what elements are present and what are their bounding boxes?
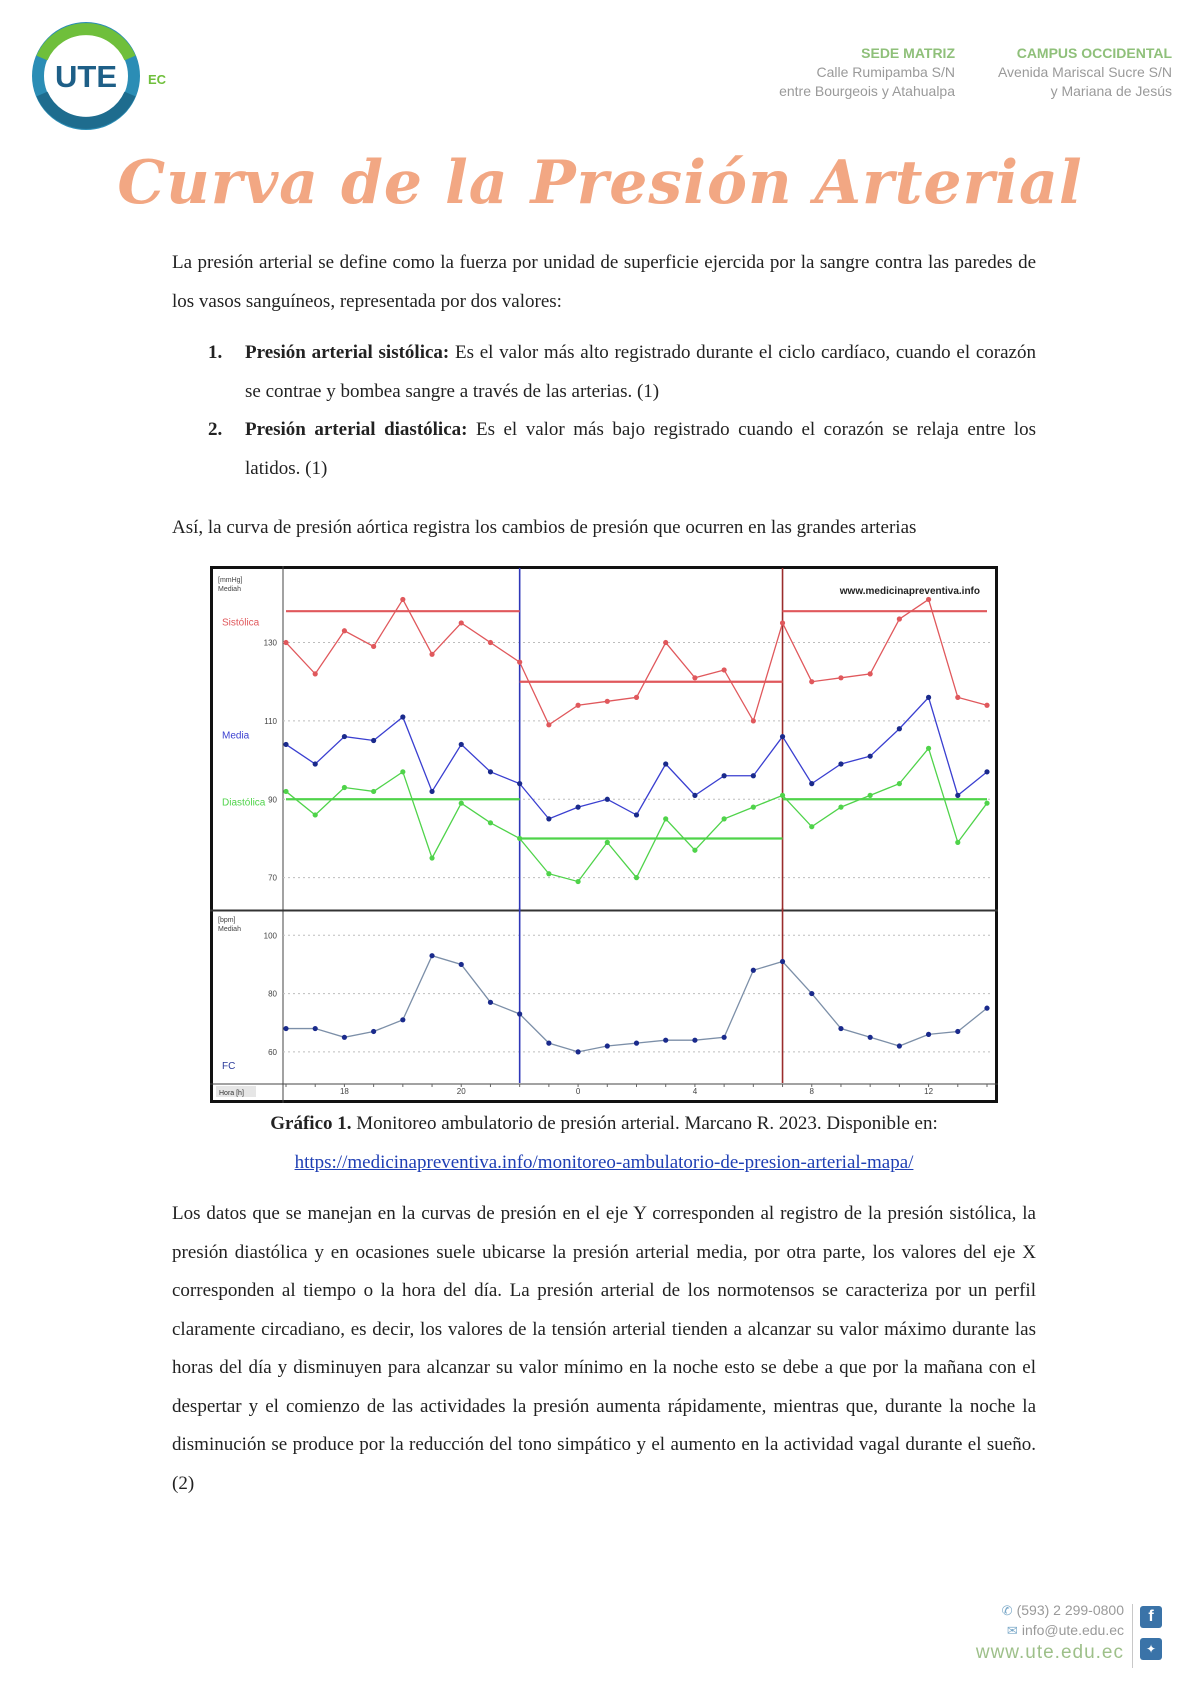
data-point (605, 1043, 610, 1048)
data-point (926, 695, 931, 700)
data-point (313, 1026, 318, 1031)
data-point (517, 660, 522, 665)
address-heading: CAMPUS OCCIDENTAL (1016, 45, 1172, 61)
list-text: Es el valor más bajo registrado cuando el corazón se relaja entre los latidos. (1) (245, 419, 1037, 479)
data-point (313, 761, 318, 766)
series-label: Media (222, 730, 250, 742)
address-line: entre Bourgeois y Atahualpa (779, 83, 955, 99)
data-point (722, 1035, 727, 1040)
list-number: 1. (208, 342, 223, 363)
data-point (955, 1029, 960, 1034)
data-point (955, 695, 960, 700)
data-point (984, 1006, 989, 1011)
data-point (868, 754, 873, 759)
data-point (459, 801, 464, 806)
ambulatory-bp-chart (210, 566, 998, 1103)
y-tick-label: 70 (268, 873, 277, 883)
aortic-curve-paragraph: Así, la curva de presión aórtica registra los cambios de presión que ocurren en las grandes arterias (172, 517, 917, 538)
data-point (663, 1038, 668, 1043)
data-point (371, 789, 376, 794)
data-point (692, 848, 697, 853)
x-axis-label: Hora [h] (219, 1090, 244, 1097)
explanation-paragraph: Los datos que se manejan en la curvas de presión en el eje Y corresponden al registro de la presión sistólica, la presión diastólica y en ocasiones suele ubicarse la presión arterial media, por otra parte, los valores del eje X corresponden al tiempo o la hora del día. La presión arterial de los normotensos se caracteriza por un perfil claramente circadiano, es decir, los valores de la tensión arterial tienden a alcanzar su valor máximo durante las horas del día y disminuyen para alcanzar su valor mínimo en la noche esto se debe a que por la mañana con el despertar y el comienzo de las actividades la presión aumenta rápidamente, mientras que, durante la noche la disminución se produce por la reducción del tono simpático y el aumento en la actividad vagal durante el sueño. (2) (172, 1203, 1036, 1494)
series-label: Sistólica (222, 617, 260, 629)
data-point (722, 816, 727, 821)
data-point (809, 824, 814, 829)
data-point (692, 793, 697, 798)
email-text: info@ute.edu.ec (1021, 1622, 1124, 1638)
data-point (868, 793, 873, 798)
data-point (342, 734, 347, 739)
data-point (575, 805, 580, 810)
data-point (634, 695, 639, 700)
footer-phone (1002, 1602, 1124, 1619)
data-point (575, 879, 580, 884)
data-point (400, 1017, 405, 1022)
data-point (313, 671, 318, 676)
intro-paragraph: La presión arterial se define como la fuerza por unidad de superficie ejercida por la sangre contra las paredes de los vasos sanguíneos, representada por dos valores: (172, 252, 1036, 312)
list-item (172, 334, 1036, 411)
data-point (371, 738, 376, 743)
data-point (897, 726, 902, 731)
data-point (838, 805, 843, 810)
data-point (926, 746, 931, 751)
data-point (517, 1011, 522, 1016)
data-point (897, 781, 902, 786)
list-number: 2. (208, 419, 223, 440)
y-tick-label: 110 (264, 716, 277, 726)
x-tick-label: 20 (456, 1087, 466, 1096)
address-campus-occidental (962, 44, 1172, 101)
data-point (838, 1026, 843, 1031)
data-point (488, 640, 493, 645)
data-point (809, 679, 814, 684)
data-point (459, 962, 464, 967)
data-point (283, 640, 288, 645)
page-title: Curva de la Presión Arterial (117, 148, 1083, 218)
data-point (283, 742, 288, 747)
data-point (546, 1041, 551, 1046)
chart-frame (212, 568, 997, 1102)
y-axis-sublabel: Mediah (218, 926, 241, 933)
data-point (283, 1026, 288, 1031)
data-point (984, 703, 989, 708)
data-point (283, 789, 288, 794)
data-point (897, 1043, 902, 1048)
y-tick-label: 80 (268, 989, 277, 999)
x-tick-label: 8 (809, 1087, 814, 1096)
data-point (459, 742, 464, 747)
data-point (429, 652, 434, 657)
series-label: Diastólica (222, 797, 266, 809)
data-point (692, 1038, 697, 1043)
data-point (780, 959, 785, 964)
watermark-text: www.medicinapreventiva.info (839, 586, 980, 597)
caption-link[interactable]: https://medicinapreventiva.info/monitoreo-ambulatorio-de-presion-arterial-mapa/ (294, 1151, 914, 1173)
data-point (605, 699, 610, 704)
phone-text: (593) 2 299-0800 (1016, 1602, 1124, 1618)
y-axis-sublabel: Mediah (218, 586, 241, 593)
data-point (809, 991, 814, 996)
data-point (780, 734, 785, 739)
data-point (663, 816, 668, 821)
y-tick-label: 60 (268, 1047, 277, 1057)
data-point (400, 769, 405, 774)
definition-list (172, 334, 1036, 488)
data-point (722, 773, 727, 778)
data-point (605, 840, 610, 845)
footer-divider (1132, 1604, 1133, 1668)
x-tick-label: 4 (692, 1087, 698, 1096)
caption-label: Gráfico 1. (270, 1113, 352, 1134)
data-point (371, 644, 376, 649)
data-point (342, 1035, 347, 1040)
footer-contact (960, 1600, 1180, 1680)
data-point (868, 1035, 873, 1040)
email-icon: ✉ (1006, 1623, 1018, 1638)
data-point (634, 812, 639, 817)
data-point (926, 1032, 931, 1037)
data-point (546, 816, 551, 821)
data-point (984, 801, 989, 806)
data-point (955, 793, 960, 798)
logo-text: UTE (55, 59, 117, 94)
data-point (546, 722, 551, 727)
data-point (809, 781, 814, 786)
address-heading: SEDE MATRIZ (861, 45, 955, 61)
data-point (488, 769, 493, 774)
data-point (488, 1000, 493, 1005)
data-point (751, 773, 756, 778)
data-point (429, 789, 434, 794)
phone-icon: ✆ (1001, 1603, 1013, 1618)
data-point (634, 875, 639, 880)
data-point (400, 597, 405, 602)
data-point (546, 871, 551, 876)
address-line: Avenida Mariscal Sucre S/N (997, 64, 1172, 80)
data-point (751, 805, 756, 810)
y-axis-label: [bpm] (218, 917, 236, 924)
ute-logo (28, 16, 178, 136)
data-point (722, 667, 727, 672)
chart-svg (210, 566, 998, 1103)
data-point (575, 703, 580, 708)
address-line: Calle Rumipamba S/N (816, 64, 955, 80)
data-point (575, 1049, 580, 1054)
address-sede-matriz (700, 44, 955, 101)
caption-text: Monitoreo ambulatorio de presión arterial. Marcano R. 2023. Disponible en: (351, 1113, 938, 1134)
x-tick-label: 0 (575, 1087, 581, 1096)
data-point (838, 761, 843, 766)
x-tick-label: 18 (339, 1087, 349, 1096)
data-point (751, 718, 756, 723)
data-point (517, 836, 522, 841)
data-point (429, 855, 434, 860)
footer-website[interactable]: www.ute.edu.ec (975, 1642, 1124, 1663)
facebook-icon[interactable]: f (1140, 1606, 1162, 1628)
twitter-icon[interactable]: ✦ (1140, 1638, 1162, 1660)
data-point (429, 953, 434, 958)
figure-caption (172, 1105, 1036, 1182)
data-point (634, 1041, 639, 1046)
data-point (313, 812, 318, 817)
data-point (897, 616, 902, 621)
list-item (172, 411, 1036, 488)
series-label: FC (222, 1061, 236, 1072)
data-point (605, 797, 610, 802)
logo-suffix: EC (148, 72, 167, 87)
list-term: Presión arterial sistólica: (245, 342, 450, 363)
data-point (488, 820, 493, 825)
data-point (838, 675, 843, 680)
data-point (955, 840, 960, 845)
data-point (459, 620, 464, 625)
y-tick-label: 90 (268, 795, 277, 805)
list-term: Presión arterial diastólica: (245, 419, 468, 440)
x-tick-label: 12 (924, 1087, 934, 1096)
data-point (692, 675, 697, 680)
address-line: y Mariana de Jesús (1050, 83, 1172, 99)
y-axis-label: [mmHg] (218, 577, 243, 584)
data-point (868, 671, 873, 676)
list-text: Es el valor más alto registrado durante el ciclo cardíaco, cuando el corazón se contrae y bombea sangre a través de las arterias. (1) (245, 342, 1036, 402)
data-point (780, 620, 785, 625)
data-point (751, 968, 756, 973)
data-point (371, 1029, 376, 1034)
data-point (780, 793, 785, 798)
footer-email (1007, 1622, 1124, 1639)
data-point (517, 781, 522, 786)
data-point (342, 785, 347, 790)
data-point (663, 761, 668, 766)
data-point (663, 640, 668, 645)
y-tick-label: 130 (263, 638, 277, 648)
data-point (342, 628, 347, 633)
data-point (400, 714, 405, 719)
data-point (984, 769, 989, 774)
data-point (926, 597, 931, 602)
y-tick-label: 100 (263, 931, 277, 941)
